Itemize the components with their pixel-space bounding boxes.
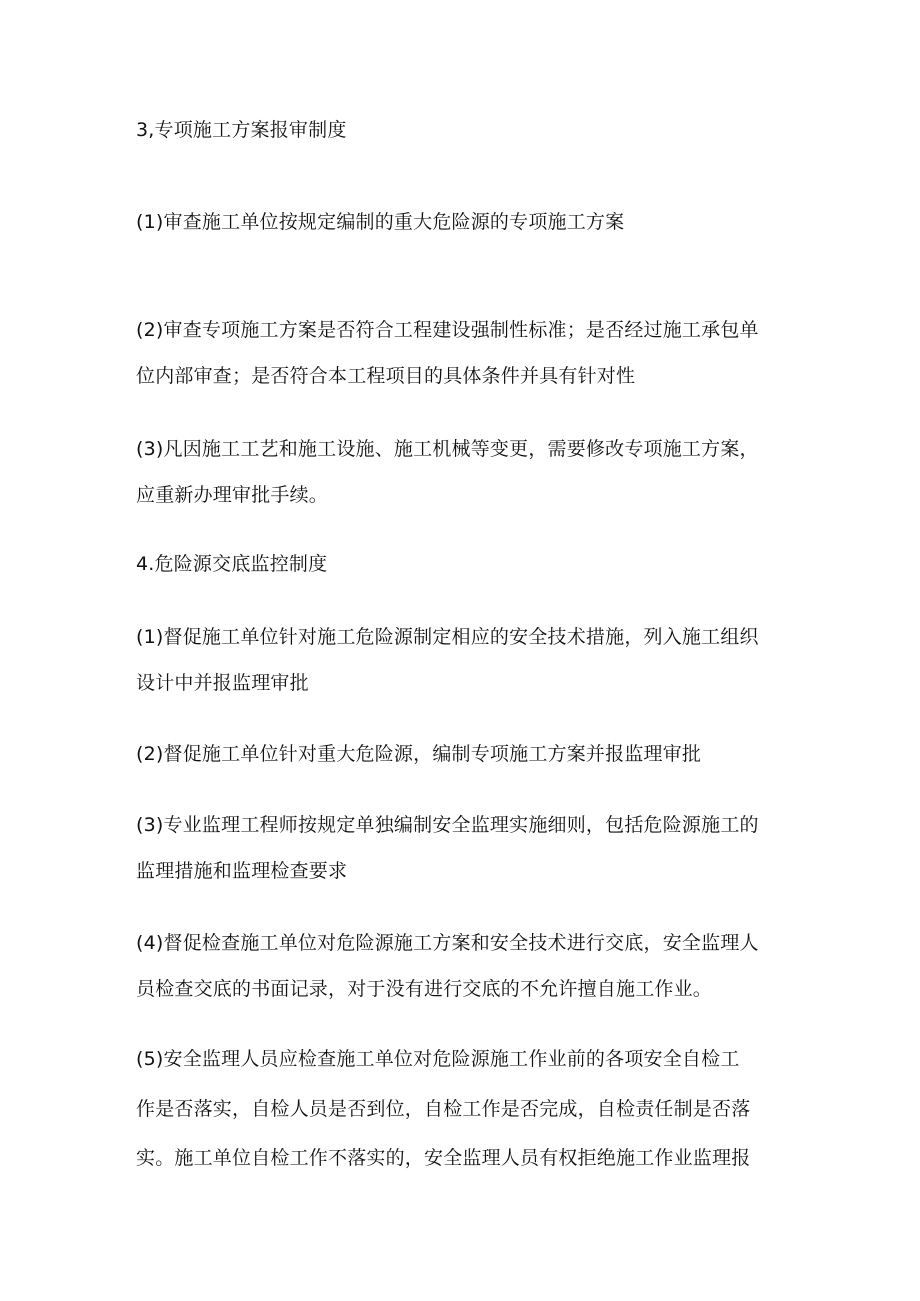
paragraph-4-5-line-1: (5)安全监理人员应检查施工单位对危险源施工作业前的各项安全自检工 [136,1048,740,1070]
paragraph-4-4-line-2: 员检查交底的书面记录，对于没有进行交底的不允许擅自施工作业。 [136,978,713,1000]
paragraph-4-5-line-3: 实。施工单位自检工作不落实的，安全监理人员有权拒绝施工作业监理报 [136,1147,751,1169]
paragraph-4-4-line-1: (4)督促检查施工单位对危险源施工方案和安全技术进行交底，安全监理人 [136,932,759,954]
paragraph-4-1-line-2: 设计中并报监理审批 [136,672,309,694]
paragraph-4-5-line-2: 作是否落实，自检人员是否到位，自检工作是否完成，自检责任制是否落 [136,1098,751,1120]
paragraph-4-3-line-2: 监理措施和监理检查要求 [136,860,348,882]
paragraph-3-2-line-1: (2)审查专项施工方案是否符合工程建设强制性标准；是否经过施工承包单 [136,319,759,341]
section-heading-4: 4.危险源交底监控制度 [136,553,328,575]
paragraph-3-1-line-1: (1)审查施工单位按规定编制的重大危险源的专项施工方案 [136,211,625,233]
paragraph-3-3-line-1: (3)凡因施工工艺和施工设施、施工机械等变更，需要修改专项施工方案， [136,438,759,460]
paragraph-3-3-line-2: 应重新办理审批手续。 [136,484,329,506]
section-heading-3: 3,专项施工方案报审制度 [136,119,347,141]
paragraph-4-1-line-1: (1)督促施工单位针对施工危险源制定相应的安全技术措施，列入施工组织 [136,626,759,648]
paragraph-4-2-line-1: (2)督促施工单位针对重大危险源，编制专项施工方案并报监理审批 [136,743,702,765]
paragraph-3-2-line-2: 位内部审查；是否符合本工程项目的具体条件并具有针对性 [136,365,636,387]
paragraph-4-3-line-1: (3)专业监理工程师按规定单独编制安全监理实施细则，包括危险源施工的 [136,814,759,836]
